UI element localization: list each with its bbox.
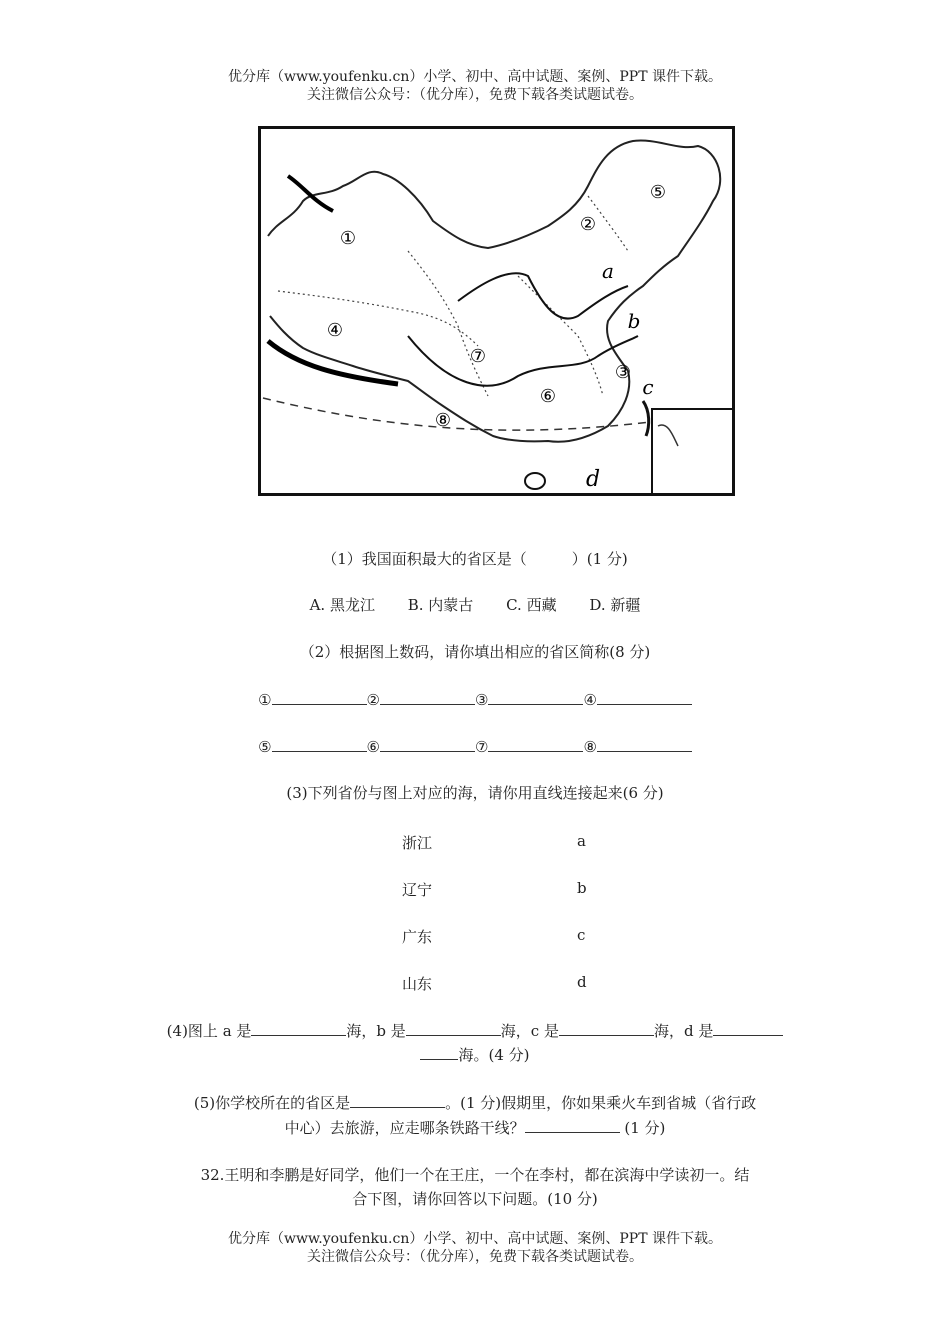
- q3-sea-1[interactable]: a: [577, 832, 586, 850]
- q2-blank-6[interactable]: [380, 737, 475, 752]
- q5-text-3: 中心）去旅游，应走哪条铁路干线？: [284, 1119, 525, 1137]
- q2-num-4: ④: [583, 691, 597, 709]
- map-sea-c: c: [642, 375, 654, 399]
- q1-option-b[interactable]: B. 内蒙古: [407, 596, 474, 614]
- q4-text-end: 海。(4 分): [458, 1046, 530, 1064]
- q2-num-3: ③: [475, 691, 489, 709]
- q3-province-1[interactable]: 浙江: [402, 834, 433, 852]
- q2-blank-5[interactable]: [272, 737, 367, 752]
- q2-row-2: [0, 737, 950, 757]
- q4-text-a: (4)图上 a 是: [166, 1022, 252, 1040]
- q1-option-c[interactable]: C. 西藏: [506, 596, 557, 614]
- q5-line-2: [0, 1118, 950, 1138]
- q2-blank-7[interactable]: [488, 737, 583, 752]
- q5-line-1: [0, 1093, 950, 1113]
- map-label-2: ②: [579, 214, 597, 235]
- q2-blank-1[interactable]: [272, 690, 367, 705]
- q4-line-2: [0, 1045, 950, 1065]
- q4-text-c: 海，c 是: [500, 1022, 559, 1040]
- q3-sea-2[interactable]: b: [577, 879, 587, 897]
- q5-blank-province[interactable]: [350, 1093, 445, 1108]
- q3-stem: (3)下列省份与图上对应的海，请你用直线连接起来(6 分): [286, 784, 664, 802]
- q2-num-2: ②: [366, 691, 380, 709]
- q4-blank-d-cont[interactable]: [420, 1045, 458, 1060]
- q4-blank-b[interactable]: [406, 1021, 501, 1036]
- q2-blank-8[interactable]: [597, 737, 692, 752]
- q2-blank-4[interactable]: [597, 690, 692, 705]
- q2-blank-2[interactable]: [380, 690, 475, 705]
- q3-sea-3[interactable]: c: [577, 926, 586, 944]
- q1-option-d[interactable]: D. 新疆: [589, 596, 641, 614]
- q2-row-1: [0, 690, 950, 710]
- map-label-6: ⑥: [539, 386, 557, 407]
- header-line-2: 关注微信公众号：（优分库），免费下载各类试题试卷。: [307, 87, 643, 103]
- map-label-3: ③: [614, 362, 632, 383]
- q4-text-d: 海，d 是: [653, 1022, 714, 1040]
- q2-num-6: ⑥: [366, 738, 380, 756]
- q4-blank-c[interactable]: [559, 1021, 654, 1036]
- q4-text-b: 海，b 是: [346, 1022, 406, 1040]
- south-sea-inset: [652, 409, 733, 494]
- q3-province-2[interactable]: 辽宁: [402, 881, 433, 899]
- footer-line-2: 关注微信公众号：（优分库），免费下载各类试题试卷。: [307, 1249, 643, 1265]
- q5-text-2: 。(1 分)假期里，你如果乘火车到省城（省行政: [445, 1094, 757, 1112]
- map-sea-b: b: [627, 309, 641, 333]
- q4-line-1: [0, 1021, 950, 1041]
- q3-sea-4[interactable]: d: [577, 973, 587, 991]
- header-line-1: 优分库（www.youfenku.cn）小学、初中、高中试题、案例、PPT 课件下载。: [227, 69, 722, 85]
- china-map: [258, 126, 735, 496]
- q5-text-4: (1 分): [624, 1119, 666, 1137]
- q5-text-1: (5)你学校所在的省区是: [193, 1094, 351, 1112]
- q32-line-1: 32.王明和李鹏是好同学，他们一个在王庄，一个在李村，都在滨海中学读初一。结: [200, 1166, 750, 1184]
- map-label-1: ①: [339, 228, 357, 249]
- q2-stem: （2）根据图上数码，请你填出相应的省区简称(8 分): [299, 643, 651, 661]
- map-sea-d: d: [585, 467, 601, 492]
- q1-option-a[interactable]: A. 黑龙江: [309, 596, 375, 614]
- footer-line-1: 优分库（www.youfenku.cn）小学、初中、高中试题、案例、PPT 课件下载。: [227, 1231, 722, 1247]
- q2-num-1: ①: [258, 691, 272, 709]
- q1-options: [0, 595, 950, 615]
- map-label-5: ⑤: [649, 182, 667, 203]
- map-label-8: ⑧: [434, 410, 452, 431]
- q3-province-3[interactable]: 广东: [402, 928, 433, 946]
- map-sea-a: a: [602, 259, 614, 283]
- q2-num-8: ⑧: [583, 738, 597, 756]
- q2-blank-3[interactable]: [488, 690, 583, 705]
- q2-num-5: ⑤: [258, 738, 272, 756]
- map-label-7: ⑦: [469, 346, 487, 367]
- q1-stem: （1）我国面积最大的省区是（ ）(1 分): [322, 550, 628, 568]
- q2-num-7: ⑦: [475, 738, 489, 756]
- q3-province-4[interactable]: 山东: [402, 975, 433, 993]
- q5-blank-railway[interactable]: [525, 1118, 620, 1133]
- q4-blank-d[interactable]: [713, 1021, 783, 1036]
- map-label-4: ④: [326, 320, 344, 341]
- q4-blank-a[interactable]: [251, 1021, 346, 1036]
- q32-line-2: 合下图，请你回答以下问题。(10 分): [352, 1190, 598, 1208]
